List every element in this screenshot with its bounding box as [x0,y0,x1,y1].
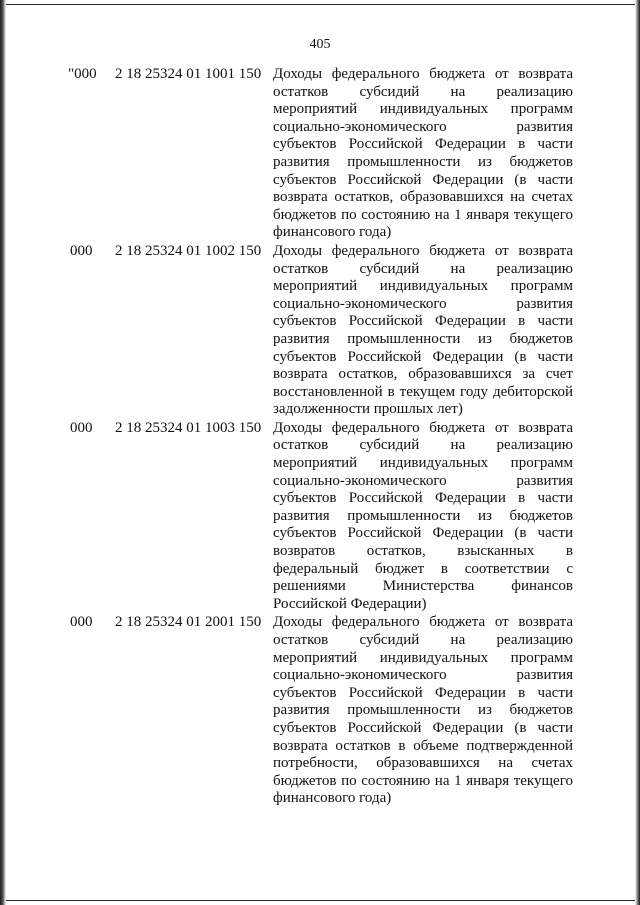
description-line: мероприятий индивидуальных программ [273,101,573,118]
income-description [273,614,573,808]
description-line: бюджетов по состоянию на 1 января текущего [273,772,573,789]
budget-code-entry [0,243,640,419]
administrator-code: 000 [70,242,93,259]
description-line: финансового года) [273,790,392,807]
description-line: Доходы федерального бюджета от возврата [273,614,573,631]
administrator-code: 000 [70,419,93,436]
income-description [273,243,573,419]
administrator-code: 000 [70,614,93,631]
description-line: бюджетов по состоянию на 1 января текущего [273,206,573,223]
description-line: потребности, образовавшихся на счетах [273,755,573,772]
description-line: развития промышленности из бюджетов [273,153,573,170]
classification-code: 2 18 25324 01 2001 150 [115,614,262,631]
budget-code-entry [0,614,640,808]
income-description [273,66,573,242]
description-line: развития промышленности из бюджетов [273,330,573,347]
description-line: остатков субсидий на реализацию [273,437,573,454]
income-description [273,420,573,614]
description-line: развития промышленности из бюджетов [273,507,573,524]
budget-code-entry [0,420,640,614]
description-line: остатков субсидий на реализацию [273,83,573,100]
description-line: субъектов Российской Федерации (в части [273,348,573,365]
description-line: Доходы федерального бюджета от возврата [273,242,573,259]
description-line: социально-экономического развития [273,472,573,489]
description-line: возврата остатков, образовавшихся за счет [273,366,573,383]
description-line: социально-экономического развития [273,118,573,135]
description-line: восстановленной в текущем году дебиторской [273,383,573,400]
description-line: возвратов остатков, взысканных в [273,543,573,560]
description-line: мероприятий индивидуальных программ [273,649,573,666]
administrator-code: "000 [68,66,97,82]
description-line: остатков субсидий на реализацию [273,632,573,648]
description-line: социально-экономического развития [273,667,573,684]
description-line: развития промышленности из бюджетов [273,702,573,719]
description-line: возврата остатков, образовавшихся на счетах [273,189,573,206]
description-line: Российской Федерации) [273,595,427,612]
description-line: субъектов Российской Федерации (в части [273,719,573,736]
classification-code: 2 18 25324 01 1002 150 [115,242,262,259]
description-line: задолженности прошлых лет) [273,401,463,418]
description-line: субъектов Российской Федерации в части [273,313,573,330]
description-line: Доходы федерального бюджета от возврата [273,66,573,82]
description-line: субъектов Российской Федерации (в части [273,171,573,188]
description-line: субъектов Российской Федерации в части [273,136,573,153]
description-line: федеральный бюджет в соответствии с [273,560,573,577]
description-line: социально-экономического развития [273,295,573,312]
description-line: возврата остатков в объеме подтвержденной [273,737,573,754]
description-line: Доходы федерального бюджета от возврата [273,419,573,436]
description-line: мероприятий индивидуальных программ [273,455,573,472]
description-line: решениями Министерства финансов [273,578,573,595]
description-line: остатков субсидий на реализацию [273,260,573,277]
classification-code: 2 18 25324 01 1003 150 [115,419,262,436]
budget-code-entry [0,66,640,242]
description-line: субъектов Российской Федерации в части [273,684,573,701]
page-number: 405 [309,37,331,52]
description-line: субъектов Российской Федерации в части [273,490,573,507]
description-line: финансового года) [273,224,392,241]
description-line: субъектов Российской Федерации (в части [273,525,573,542]
description-line: мероприятий индивидуальных программ [273,278,573,295]
budget-code-list [0,66,640,809]
classification-code: 2 18 25324 01 1001 150 [115,66,262,82]
